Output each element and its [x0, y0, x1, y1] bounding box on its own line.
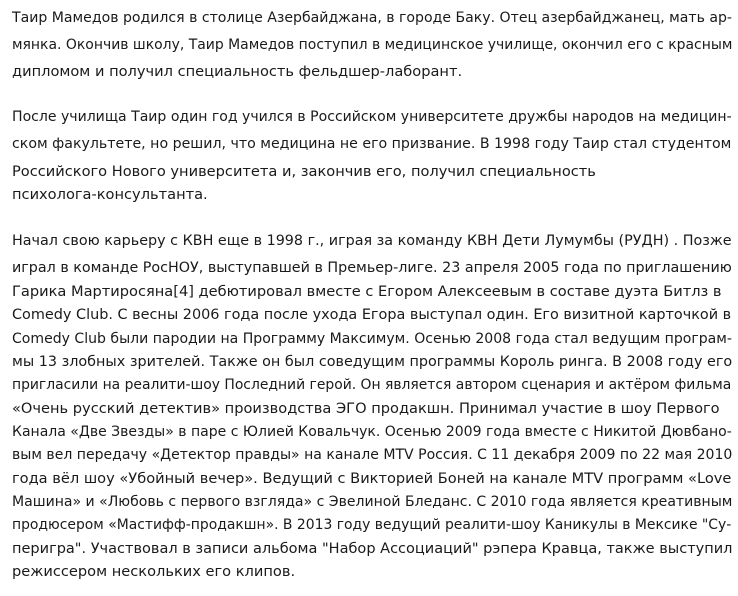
- text-line: режиссером нескольких его клипов.: [12, 563, 296, 580]
- text-line: Comedy Club. С весны 2006 года после ухода Егора выступал один. Его визитной карточкой в: [12, 307, 732, 323]
- text-line: играл в команде РосНОУ, выступавшей в Премьер-лиге. 23 апреля 2005 года по приглашению: [12, 260, 732, 276]
- text-line: «Очень русский детектив» производства ЭГО продакшн. Принимал участие в шоу Первого: [12, 400, 720, 417]
- text-line: года вёл шоу «Убойный вечер». Ведущий с Викторией Боней на канале MTV программ «Love: [12, 470, 732, 487]
- text-line: После училища Таир один год учился в Российском университете дружбы народов на медицин-: [12, 109, 732, 125]
- text-line: Comedy Club были пародии на Программу Максимум. Осенью 2008 года стал ведущим програм-: [12, 331, 732, 347]
- text-line: Гарика Мартиросяна[4] дебютировал вместе с Егором Алексеевым в составе дуэта Битлз в: [12, 283, 722, 300]
- text-line: перигра". Участвовал в записи альбома "Набор Ассоциаций" рэпера Кравца, также выступил: [12, 541, 733, 557]
- text-line: Таир Мамедов родился в столице Азербайджана, в городе Баку. Отец азербайджанец, мать ар-: [12, 10, 733, 26]
- text-line: вым вел передачу «Детектор правды» на канале MTV Россия. С 11 декабря 2009 по 22 мая 2010: [12, 447, 733, 463]
- text-line: продюсером «Мастифф-продакшн». В 2013 году ведущий реалити-шоу Каникулы в Мексике "Су-: [12, 517, 732, 533]
- text-line: Машина» и «Любовь с первого взгляда» с Эвелиной Бледанс. С 2010 года является креативным: [12, 494, 733, 510]
- text-line: пригласили на реалити-шоу Последний герой. Он является автором сценария и актёром фильма: [12, 377, 732, 393]
- text-line: мы 13 злобных зрителей. Также он был соведущим программы Король ринга. В 2008 году его: [12, 354, 733, 370]
- text-line: ском факультете, но решил, что медицина не его призвание. В 1998 году Таир стал студентом: [12, 136, 732, 152]
- text-line: психолога-консультанта.: [12, 186, 208, 203]
- text-line: дипломом и получил специальность фельдшер-лаборант.: [12, 63, 463, 80]
- text-line: Канала «Две Звезды» в паре с Юлией Ковальчук. Осенью 2009 года вместе с Никитой Дювбано-: [12, 424, 732, 440]
- text-line: мянка. Окончив школу, Таир Мамедов поступил в медицинское училище, окончил его с красным: [12, 37, 733, 53]
- text-line: Российского Нового университета и, закончив его, получил специальность: [12, 163, 596, 180]
- text-line: Начал свою карьеру с КВН еще в 1998 г., играя за команду КВН Дети Лумумбы (РУДН) . Позже: [12, 233, 732, 249]
